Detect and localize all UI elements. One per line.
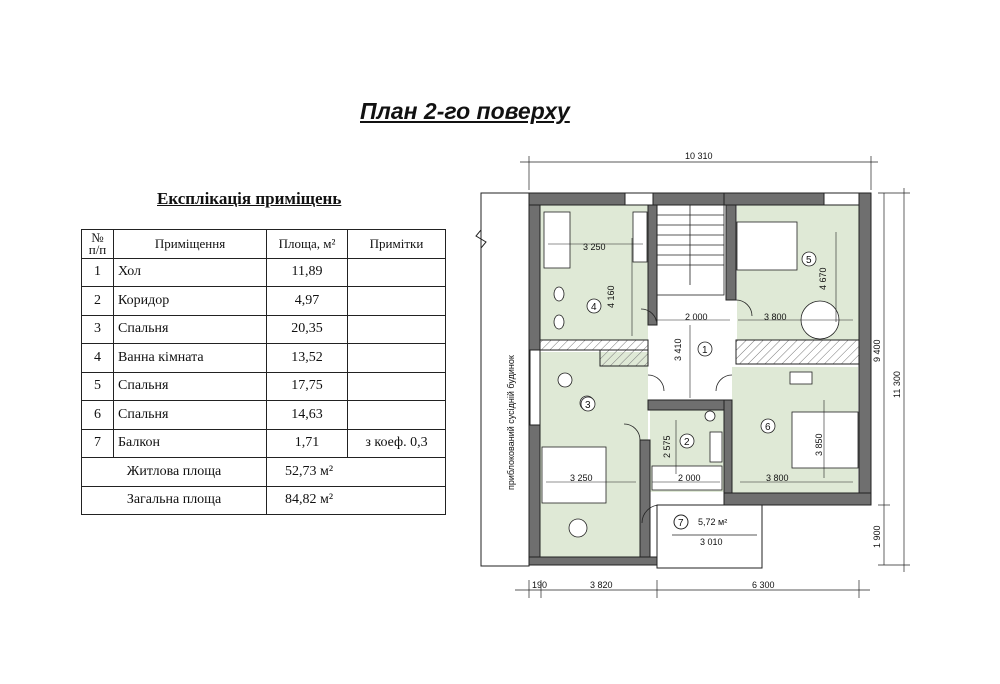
dim-r3-width: 3 250	[570, 473, 593, 483]
row-number: 5	[82, 372, 114, 401]
partition-3-east	[640, 440, 650, 557]
dim-right-outer: 11 300	[892, 371, 902, 398]
room-3-number: 3	[585, 400, 591, 411]
north-wall-right	[724, 193, 824, 205]
row-area: 11,89	[267, 258, 348, 287]
sink-2-icon	[710, 432, 722, 462]
bed-5-icon	[737, 222, 797, 270]
row-number: 3	[82, 315, 114, 344]
row-room: Спальня	[114, 372, 267, 401]
room-2-number: 2	[684, 437, 690, 448]
row-number: 1	[82, 258, 114, 287]
dim-top-total: 10 310	[685, 151, 713, 161]
dim-hall-right: 3 800	[764, 312, 787, 322]
dim-bottom-a: 190	[532, 580, 548, 590]
wardrobe-3	[540, 340, 648, 350]
wardrobe-3b	[600, 350, 648, 366]
row-room: Хол	[114, 258, 267, 287]
bed-6-icon	[792, 412, 858, 468]
neighbor-label: приблокований сусідній будинок	[506, 355, 516, 490]
row-area: 13,52	[267, 344, 348, 373]
neighbor-building	[476, 193, 529, 566]
partition-5	[726, 205, 736, 300]
row-room: Коридор	[114, 287, 267, 316]
row-room: Спальня	[114, 315, 267, 344]
dim-r2-height: 2 575	[662, 435, 672, 458]
room-1-number: 1	[702, 345, 708, 356]
header-number-line2: п/п	[88, 241, 107, 257]
row-area: 17,75	[267, 372, 348, 401]
row-area: 4,97	[267, 287, 348, 316]
sink-icon	[633, 212, 647, 262]
north-wall-left	[529, 193, 625, 205]
header-number-line1: №	[91, 229, 104, 245]
partition-2-top	[648, 400, 726, 410]
room-4-number: 4	[591, 302, 597, 313]
toilet-2-icon	[705, 411, 715, 421]
north-wall-mid	[653, 193, 724, 205]
dim-balcony-width: 3 010	[700, 537, 723, 547]
wardrobe-5	[736, 340, 859, 364]
bidet-icon	[554, 315, 564, 329]
south-wall-east	[724, 493, 871, 505]
row-area: 1,71	[267, 429, 348, 458]
row-number: 4	[82, 344, 114, 373]
row-room: Балкон	[114, 429, 267, 458]
balcony	[657, 505, 762, 568]
desk-6-icon	[790, 372, 812, 384]
dim-r4-width: 3 250	[583, 242, 606, 252]
row-room: Ванна кімната	[114, 344, 267, 373]
room-6-number: 6	[765, 422, 771, 433]
header-notes: Примітки	[348, 230, 446, 259]
row-area: 20,35	[267, 315, 348, 344]
dim-r6-width: 3 800	[766, 473, 789, 483]
dim-right-bottom: 1 900	[872, 525, 882, 548]
header-area: Площа, м²	[267, 230, 348, 259]
row-number: 2	[82, 287, 114, 316]
dim-r2-width: 2 000	[678, 473, 701, 483]
south-wall-west	[529, 557, 657, 565]
dim-r4-height: 4 160	[606, 285, 616, 308]
dim-bottom-b: 3 820	[590, 580, 613, 590]
dim-r6-height: 3 850	[814, 433, 824, 456]
stairs	[657, 205, 724, 295]
total-area-label: Загальна площа	[82, 486, 267, 515]
dim-r5-height: 4 670	[818, 267, 828, 290]
dim-bottom-c: 6 300	[752, 580, 775, 590]
dim-hall-left: 2 000	[685, 312, 708, 322]
bathtub-icon	[544, 212, 570, 268]
room-5-number: 5	[806, 255, 812, 266]
balcony-area-label: 5,72 м²	[698, 517, 728, 527]
west-window	[530, 350, 540, 425]
row-note: з коеф. 0,3	[348, 429, 446, 458]
living-area-value: 52,73 м²	[267, 458, 446, 487]
east-wall	[859, 193, 871, 505]
chair-3a-icon	[558, 373, 572, 387]
partition-2-east	[724, 400, 732, 493]
partition-4	[648, 205, 657, 325]
toilet-icon	[554, 287, 564, 301]
chair-3c-icon	[569, 519, 587, 537]
dim-right-inner: 9 400	[872, 339, 882, 362]
header-room: Приміщення	[114, 230, 267, 259]
room-7-number: 7	[678, 518, 684, 529]
door-3	[648, 375, 664, 391]
dim-hall-height: 3 410	[673, 338, 683, 361]
row-number: 6	[82, 401, 114, 430]
page-title: План 2-го поверху	[360, 98, 570, 124]
total-area-value: 84,82 м²	[267, 486, 446, 515]
door-6	[716, 375, 732, 391]
living-area-label: Житлова площа	[82, 458, 267, 487]
row-area: 14,63	[267, 401, 348, 430]
table-caption: Експлікація приміщень	[157, 189, 342, 208]
row-number: 7	[82, 429, 114, 458]
north-window-left	[625, 193, 653, 205]
row-room: Спальня	[114, 401, 267, 430]
